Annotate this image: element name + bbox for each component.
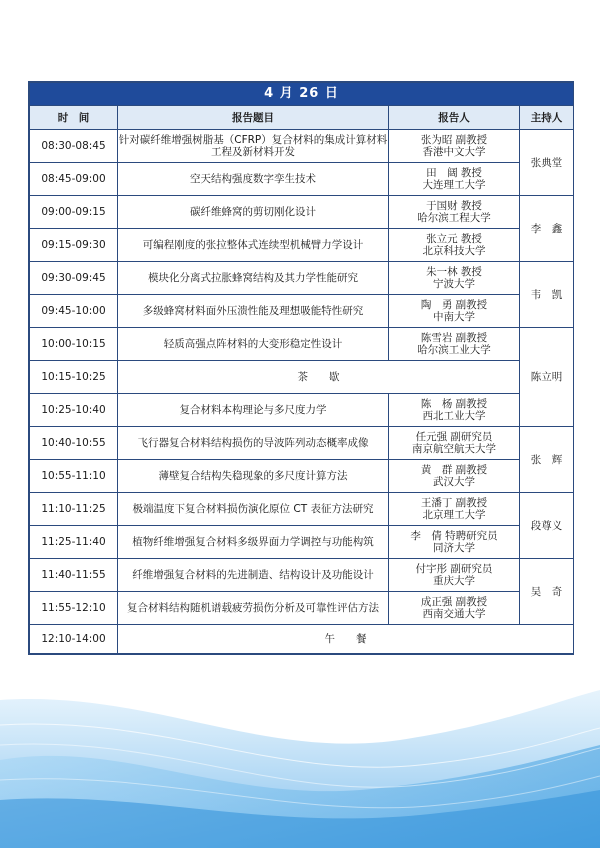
speaker-cell <box>389 295 520 328</box>
speaker-name: 黄 群 副教授 <box>420 464 488 476</box>
time-cell: 09:30-09:45 <box>30 262 118 295</box>
time-cell: 10:00-10:15 <box>30 328 118 361</box>
column-header-time: 时 间 <box>30 106 118 130</box>
date-header: 4 月 26 日 <box>30 83 574 106</box>
speaker-affiliation: 重庆大学 <box>433 575 475 587</box>
table-row <box>30 163 574 196</box>
title-cell: 碳纤维蜂窝的剪切刚化设计 <box>118 196 389 229</box>
speaker-cell <box>389 592 520 625</box>
schedule-table <box>29 82 574 654</box>
column-header-title: 报告题目 <box>118 106 389 130</box>
speaker-name: 陈 杨 副教授 <box>420 398 488 410</box>
speaker-name: 于国财 教授 <box>426 200 482 212</box>
table-row <box>30 262 574 295</box>
time-cell: 08:30-08:45 <box>30 130 118 163</box>
title-cell: 飞行器复合材料结构损伤的导波阵列动态概率成像 <box>118 427 389 460</box>
host-cell: 张典堂 <box>520 130 574 196</box>
speaker-affiliation: 宁波大学 <box>433 278 475 290</box>
title-cell: 薄壁复合结构失稳现象的多尺度计算方法 <box>118 460 389 493</box>
table-row <box>30 130 574 163</box>
speaker-name: 成正强 副教授 <box>420 596 488 608</box>
speaker-name: 张立元 教授 <box>426 233 482 245</box>
time-cell: 11:25-11:40 <box>30 526 118 559</box>
table-row <box>30 625 574 654</box>
speaker-cell <box>389 394 520 427</box>
speaker-affiliation: 哈尔滨工程大学 <box>417 212 491 224</box>
speaker-affiliation: 大连理工大学 <box>422 179 486 191</box>
title-cell: 模块化分离式拉胀蜂窝结构及其力学性能研究 <box>118 262 389 295</box>
time-cell: 10:55-11:10 <box>30 460 118 493</box>
speaker-affiliation: 武汉大学 <box>433 476 475 488</box>
host-cell: 张 辉 <box>520 427 574 493</box>
speaker-affiliation: 北京科技大学 <box>422 245 486 257</box>
title-cell: 植物纤维增强复合材料多级界面力学调控与功能构筑 <box>118 526 389 559</box>
title-cell: 复合材料本构理论与多尺度力学 <box>118 394 389 427</box>
speaker-cell <box>389 196 520 229</box>
time-cell: 10:25-10:40 <box>30 394 118 427</box>
table-row <box>30 526 574 559</box>
speaker-affiliation: 北京理工大学 <box>422 509 486 521</box>
speaker-name: 陈雪岩 副教授 <box>420 332 488 344</box>
speaker-cell <box>389 130 520 163</box>
speaker-cell <box>389 262 520 295</box>
title-cell: 复合材料结构随机谱载疲劳损伤分析及可靠性评估方法 <box>118 592 389 625</box>
host-cell: 吴 奇 <box>520 559 574 625</box>
speaker-cell <box>389 526 520 559</box>
time-cell: 10:40-10:55 <box>30 427 118 460</box>
break-cell: 午 餐 <box>118 625 574 654</box>
speaker-name: 任元强 副研究员 <box>415 431 493 443</box>
time-cell: 11:10-11:25 <box>30 493 118 526</box>
table-row <box>30 493 574 526</box>
title-cell: 可编程刚度的张拉整体式连续型机械臂力学设计 <box>118 229 389 262</box>
speaker-name: 王潘丁 副教授 <box>420 497 488 509</box>
time-cell: 11:40-11:55 <box>30 559 118 592</box>
speaker-name: 李 倩 特聘研究员 <box>410 530 498 542</box>
time-cell: 09:00-09:15 <box>30 196 118 229</box>
speaker-affiliation: 同济大学 <box>433 542 475 554</box>
table-row <box>30 427 574 460</box>
title-cell: 针对碳纤维增强树脂基（CFRP）复合材料的集成计算材料工程及新材料开发 <box>118 130 389 163</box>
speaker-name: 陶 勇 副教授 <box>420 299 488 311</box>
speaker-affiliation: 南京航空航天大学 <box>412 443 496 455</box>
title-cell: 空天结构强度数字孪生技术 <box>118 163 389 196</box>
title-cell: 轻质高强点阵材料的大变形稳定性设计 <box>118 328 389 361</box>
title-cell: 多级蜂窝材料面外压溃性能及理想吸能特性研究 <box>118 295 389 328</box>
column-header-host: 主持人 <box>520 106 574 130</box>
break-cell: 茶 歇 <box>118 361 520 394</box>
speaker-cell <box>389 559 520 592</box>
table-row <box>30 394 574 427</box>
time-cell: 09:45-10:00 <box>30 295 118 328</box>
speaker-affiliation: 西南交通大学 <box>422 608 486 620</box>
table-row <box>30 592 574 625</box>
speaker-cell <box>389 229 520 262</box>
table-row <box>30 559 574 592</box>
time-cell: 11:55-12:10 <box>30 592 118 625</box>
speaker-name: 付宇彤 副研究员 <box>415 563 493 575</box>
host-cell: 韦 凯 <box>520 262 574 328</box>
table-row <box>30 196 574 229</box>
speaker-cell <box>389 163 520 196</box>
speaker-cell <box>389 328 520 361</box>
speaker-cell <box>389 460 520 493</box>
speaker-name: 田 阔 教授 <box>426 167 482 179</box>
speaker-cell <box>389 427 520 460</box>
speaker-affiliation: 西北工业大学 <box>422 410 486 422</box>
table-row <box>30 229 574 262</box>
host-cell: 李 鑫 <box>520 196 574 262</box>
title-cell: 纤维增强复合材料的先进制造、结构设计及功能设计 <box>118 559 389 592</box>
table-row <box>30 361 574 394</box>
schedule-sheet <box>28 81 574 655</box>
host-cell: 段尊义 <box>520 493 574 559</box>
table-row <box>30 295 574 328</box>
speaker-name: 朱一林 教授 <box>426 266 482 278</box>
speaker-affiliation: 香港中文大学 <box>422 146 486 158</box>
time-cell: 12:10-14:00 <box>30 625 118 654</box>
host-cell: 陈立明 <box>520 328 574 427</box>
time-cell: 09:15-09:30 <box>30 229 118 262</box>
table-row <box>30 328 574 361</box>
speaker-affiliation: 中南大学 <box>433 311 475 323</box>
speaker-affiliation: 哈尔滨工业大学 <box>417 344 491 356</box>
title-cell: 极端温度下复合材料损伤演化原位 CT 表征方法研究 <box>118 493 389 526</box>
table-row <box>30 460 574 493</box>
speaker-cell <box>389 493 520 526</box>
speaker-name: 张为昭 副教授 <box>420 134 488 146</box>
time-cell: 10:15-10:25 <box>30 361 118 394</box>
time-cell: 08:45-09:00 <box>30 163 118 196</box>
column-header-speaker: 报告人 <box>389 106 520 130</box>
